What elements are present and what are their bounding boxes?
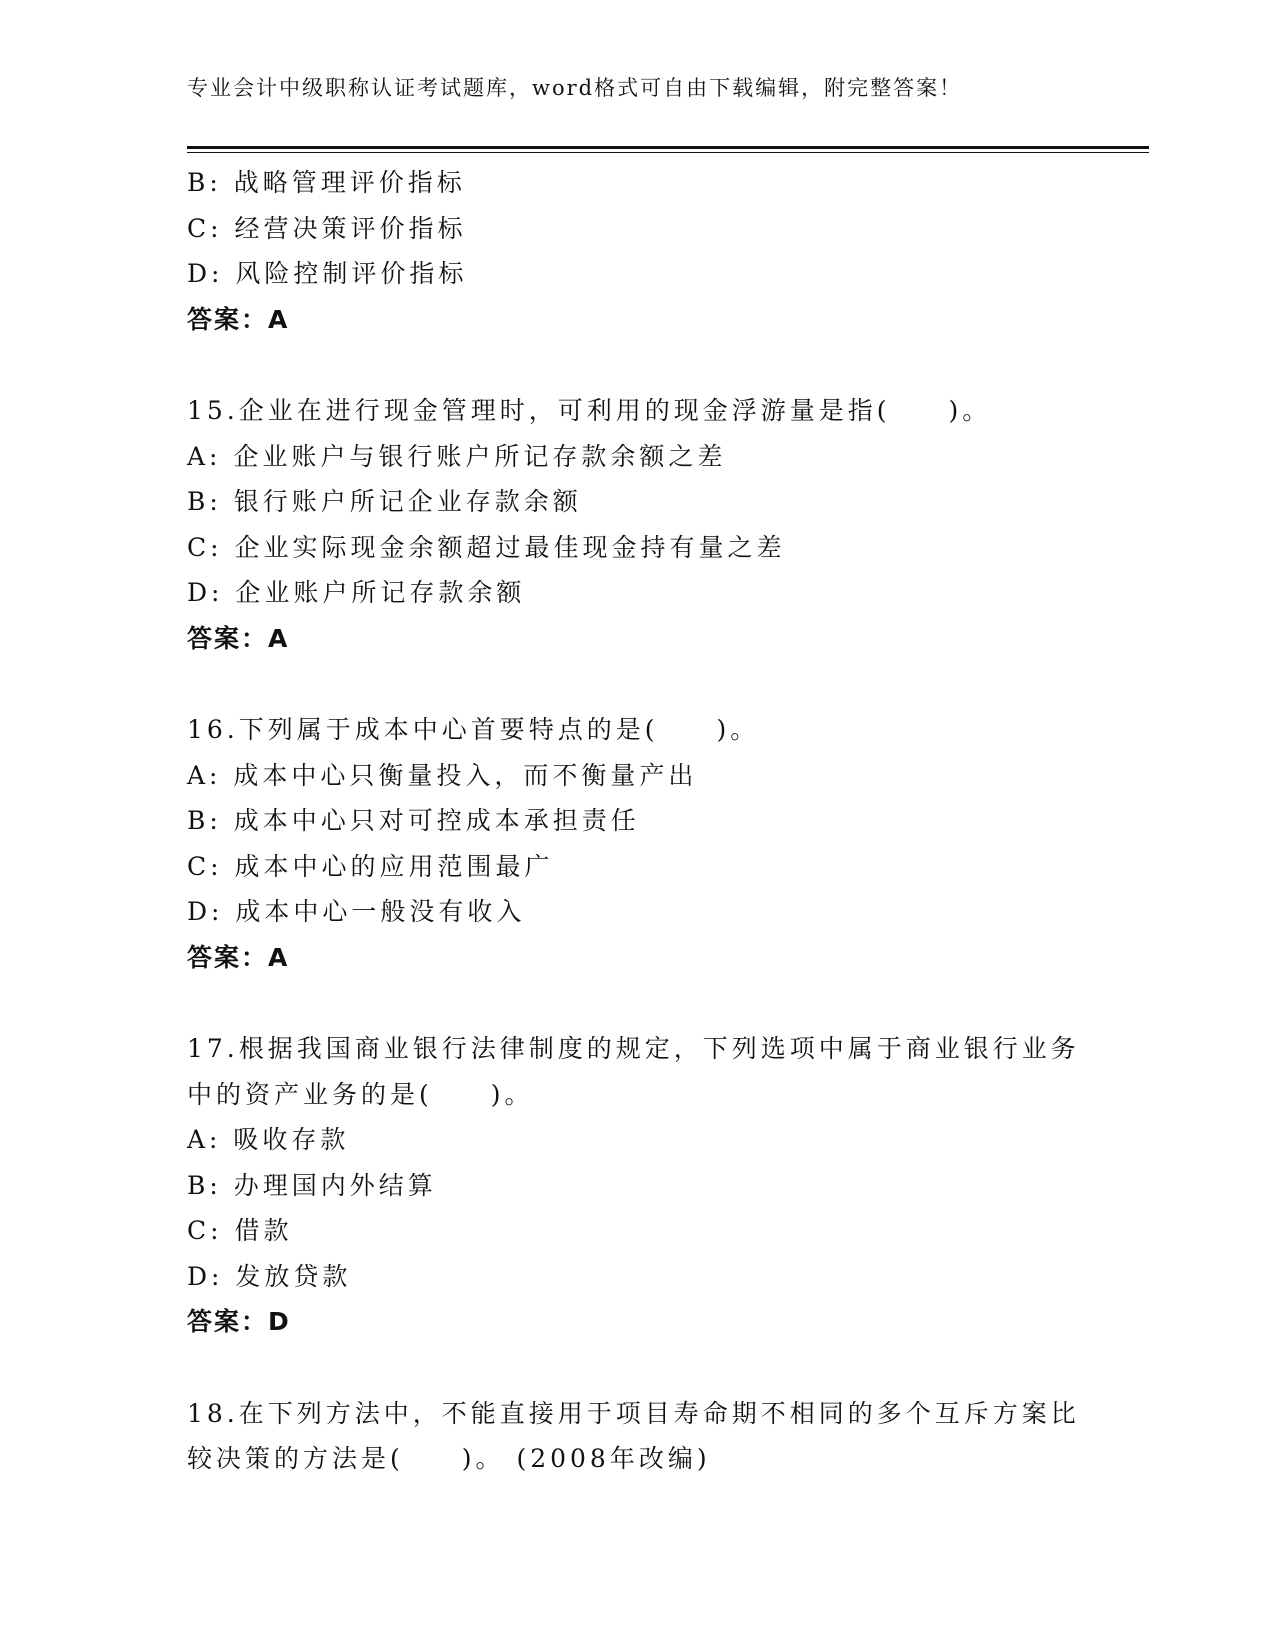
option-d: D: 发放贷款 — [187, 1261, 352, 1291]
option-d: D: 成本中心一般没有收入 — [187, 897, 526, 926]
question-stem: 15.企业在进行现金管理时，可利用的现金浮游量是指( )。 — [187, 396, 992, 425]
option-d: D: 企业账户所记存款余额 — [187, 578, 526, 607]
page-header: 专业会计中级职称认证考试题库，word格式可自由下载编辑，附完整答案！ — [187, 76, 963, 100]
header-rule-thin — [187, 152, 1149, 153]
option-c: C: 借款 — [187, 1216, 293, 1245]
option-c: C: 成本中心的应用范围最广 — [187, 851, 554, 881]
question-stem-continued: 中的资产业务的是( )。 — [187, 1079, 534, 1109]
question-stem: 17.根据我国商业银行法律制度的规定，下列选项中属于商业银行业务 — [187, 1034, 1080, 1063]
option-a: A: 吸收存款 — [187, 1125, 350, 1154]
option-c: C: 经营决策评价指标 — [187, 213, 467, 243]
option-b: B: 办理国内外结算 — [187, 1170, 437, 1200]
question-stem: 18.在下列方法中，不能直接用于项目寿命期不相同的多个互斥方案比 — [187, 1398, 1080, 1428]
answer: 答案：A — [187, 623, 290, 653]
question-stem-continued: 较决策的方法是( )。 (2008年改编) — [187, 1444, 711, 1473]
question-stem: 16.下列属于成本中心首要特点的是( )。 — [187, 715, 760, 744]
answer: 答案：D — [187, 1307, 291, 1336]
option-a: A: 成本中心只衡量投入，而不衡量产出 — [187, 760, 698, 790]
answer: 答案：A — [187, 304, 290, 334]
option-b: B: 银行账户所记企业存款余额 — [187, 487, 582, 516]
option-a: A: 企业账户与银行账户所记存款余额之差 — [187, 441, 727, 471]
option-b: B: 成本中心只对可控成本承担责任 — [187, 806, 640, 835]
option-b: B: 战略管理评价指标 — [187, 168, 466, 197]
option-d: D: 风险控制评价指标 — [187, 259, 468, 288]
option-c: C: 企业实际现金余额超过最佳现金持有量之差 — [187, 532, 786, 562]
question-content — [187, 160, 1107, 1482]
answer: 答案：A — [187, 942, 290, 972]
header-rule-thick — [187, 146, 1149, 149]
